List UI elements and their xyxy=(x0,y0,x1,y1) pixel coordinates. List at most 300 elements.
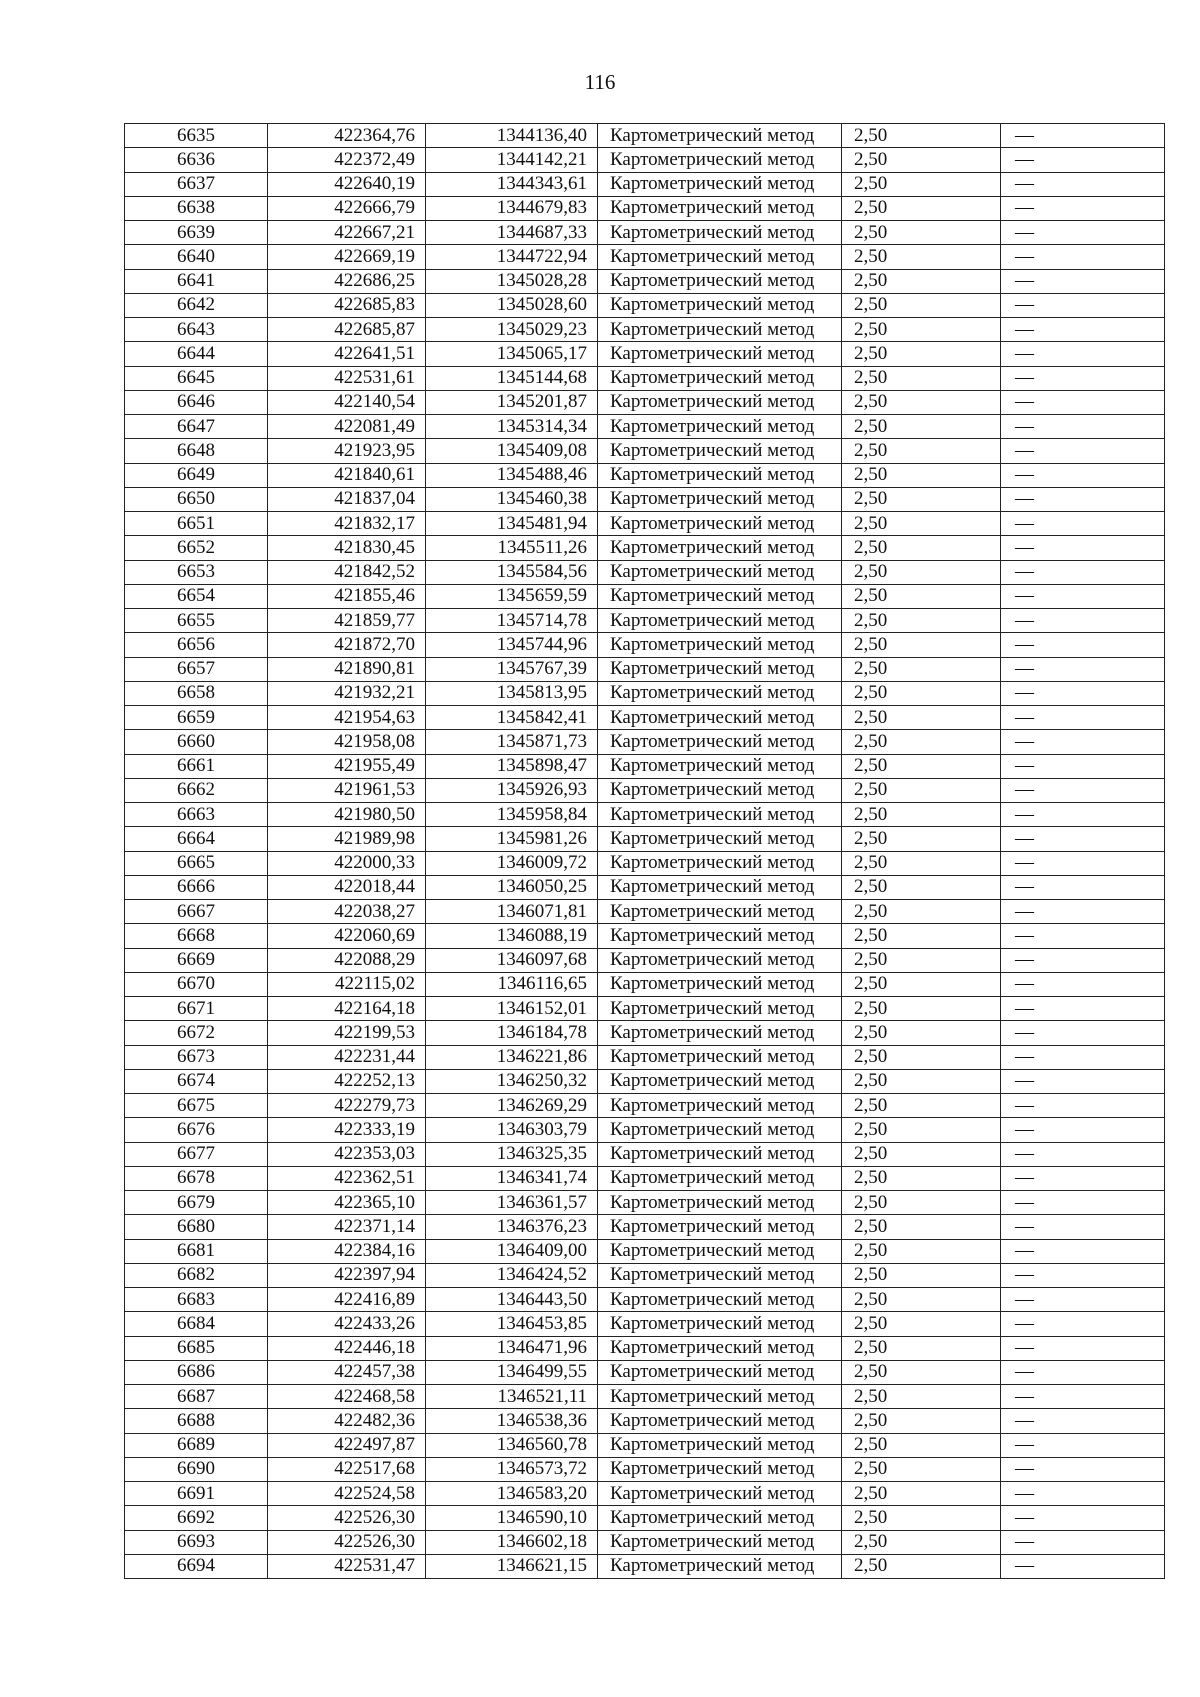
point-number-cell: 6643 xyxy=(125,318,268,342)
point-number-cell: 6691 xyxy=(125,1482,268,1506)
x-coordinate-cell: 422457,38 xyxy=(268,1360,426,1384)
method-cell: Картометрический метод xyxy=(598,900,842,924)
x-coordinate-cell: 422252,13 xyxy=(268,1069,426,1093)
point-number-cell: 6672 xyxy=(125,1021,268,1045)
description-cell: — xyxy=(1001,1554,1165,1578)
description-cell: — xyxy=(1001,1433,1165,1457)
accuracy-cell: 2,50 xyxy=(842,827,1001,851)
description-cell: — xyxy=(1001,487,1165,511)
method-cell: Картометрический метод xyxy=(598,827,842,851)
x-coordinate-cell: 422060,69 xyxy=(268,924,426,948)
x-coordinate-cell: 422446,18 xyxy=(268,1336,426,1360)
point-number-cell: 6669 xyxy=(125,948,268,972)
accuracy-cell: 2,50 xyxy=(842,366,1001,390)
x-coordinate-cell: 422526,30 xyxy=(268,1530,426,1554)
y-coordinate-cell: 1346443,50 xyxy=(426,1288,598,1312)
accuracy-cell: 2,50 xyxy=(842,269,1001,293)
y-coordinate-cell: 1346009,72 xyxy=(426,851,598,875)
point-number-cell: 6688 xyxy=(125,1409,268,1433)
point-number-cell: 6663 xyxy=(125,803,268,827)
point-number-cell: 6641 xyxy=(125,269,268,293)
point-number-cell: 6644 xyxy=(125,342,268,366)
method-cell: Картометрический метод xyxy=(598,148,842,172)
x-coordinate-cell: 422397,94 xyxy=(268,1263,426,1287)
table-row xyxy=(125,754,1165,778)
description-cell: — xyxy=(1001,1457,1165,1481)
accuracy-cell: 2,50 xyxy=(842,1215,1001,1239)
description-cell: — xyxy=(1001,997,1165,1021)
table-row xyxy=(125,390,1165,414)
method-cell: Картометрический метод xyxy=(598,415,842,439)
y-coordinate-cell: 1345744,96 xyxy=(426,633,598,657)
x-coordinate-cell: 422000,33 xyxy=(268,851,426,875)
table-row xyxy=(125,681,1165,705)
table-row xyxy=(125,851,1165,875)
point-number-cell: 6680 xyxy=(125,1215,268,1239)
method-cell: Картометрический метод xyxy=(598,172,842,196)
y-coordinate-cell: 1345028,28 xyxy=(426,269,598,293)
accuracy-cell: 2,50 xyxy=(842,875,1001,899)
method-cell: Картометрический метод xyxy=(598,1433,842,1457)
accuracy-cell: 2,50 xyxy=(842,1191,1001,1215)
x-coordinate-cell: 422666,79 xyxy=(268,196,426,220)
x-coordinate-cell: 422526,30 xyxy=(268,1506,426,1530)
coordinates-table-body xyxy=(125,124,1165,1579)
x-coordinate-cell: 422482,36 xyxy=(268,1409,426,1433)
accuracy-cell: 2,50 xyxy=(842,706,1001,730)
description-cell: — xyxy=(1001,463,1165,487)
x-coordinate-cell: 421923,95 xyxy=(268,439,426,463)
accuracy-cell: 2,50 xyxy=(842,1094,1001,1118)
method-cell: Картометрический метод xyxy=(598,972,842,996)
y-coordinate-cell: 1344687,33 xyxy=(426,221,598,245)
description-cell: — xyxy=(1001,1409,1165,1433)
method-cell: Картометрический метод xyxy=(598,342,842,366)
table-row xyxy=(125,487,1165,511)
point-number-cell: 6659 xyxy=(125,706,268,730)
method-cell: Картометрический метод xyxy=(598,390,842,414)
point-number-cell: 6656 xyxy=(125,633,268,657)
y-coordinate-cell: 1345871,73 xyxy=(426,730,598,754)
method-cell: Картометрический метод xyxy=(598,293,842,317)
y-coordinate-cell: 1346221,86 xyxy=(426,1045,598,1069)
x-coordinate-cell: 422686,25 xyxy=(268,269,426,293)
description-cell: — xyxy=(1001,196,1165,220)
description-cell: — xyxy=(1001,827,1165,851)
accuracy-cell: 2,50 xyxy=(842,609,1001,633)
y-coordinate-cell: 1346376,23 xyxy=(426,1215,598,1239)
accuracy-cell: 2,50 xyxy=(842,584,1001,608)
x-coordinate-cell: 421832,17 xyxy=(268,512,426,536)
accuracy-cell: 2,50 xyxy=(842,803,1001,827)
method-cell: Картометрический метод xyxy=(598,1142,842,1166)
x-coordinate-cell: 422641,51 xyxy=(268,342,426,366)
method-cell: Картометрический метод xyxy=(598,948,842,972)
table-row xyxy=(125,1530,1165,1554)
y-coordinate-cell: 1345065,17 xyxy=(426,342,598,366)
accuracy-cell: 2,50 xyxy=(842,1118,1001,1142)
point-number-cell: 6676 xyxy=(125,1118,268,1142)
accuracy-cell: 2,50 xyxy=(842,657,1001,681)
x-coordinate-cell: 422669,19 xyxy=(268,245,426,269)
table-row xyxy=(125,172,1165,196)
y-coordinate-cell: 1344142,21 xyxy=(426,148,598,172)
y-coordinate-cell: 1346499,55 xyxy=(426,1360,598,1384)
point-number-cell: 6679 xyxy=(125,1191,268,1215)
table-row xyxy=(125,972,1165,996)
description-cell: — xyxy=(1001,1166,1165,1190)
y-coordinate-cell: 1345144,68 xyxy=(426,366,598,390)
y-coordinate-cell: 1344679,83 xyxy=(426,196,598,220)
point-number-cell: 6651 xyxy=(125,512,268,536)
x-coordinate-cell: 422018,44 xyxy=(268,875,426,899)
point-number-cell: 6654 xyxy=(125,584,268,608)
method-cell: Картометрический метод xyxy=(598,245,842,269)
y-coordinate-cell: 1346409,00 xyxy=(426,1239,598,1263)
description-cell: — xyxy=(1001,536,1165,560)
method-cell: Картометрический метод xyxy=(598,1191,842,1215)
y-coordinate-cell: 1345659,59 xyxy=(426,584,598,608)
table-row xyxy=(125,1069,1165,1093)
point-number-cell: 6637 xyxy=(125,172,268,196)
accuracy-cell: 2,50 xyxy=(842,972,1001,996)
x-coordinate-cell: 421837,04 xyxy=(268,487,426,511)
x-coordinate-cell: 421932,21 xyxy=(268,681,426,705)
description-cell: — xyxy=(1001,948,1165,972)
point-number-cell: 6661 xyxy=(125,754,268,778)
accuracy-cell: 2,50 xyxy=(842,1142,1001,1166)
point-number-cell: 6655 xyxy=(125,609,268,633)
point-number-cell: 6671 xyxy=(125,997,268,1021)
method-cell: Картометрический метод xyxy=(598,681,842,705)
point-number-cell: 6681 xyxy=(125,1239,268,1263)
description-cell: — xyxy=(1001,293,1165,317)
accuracy-cell: 2,50 xyxy=(842,1021,1001,1045)
y-coordinate-cell: 1345511,26 xyxy=(426,536,598,560)
accuracy-cell: 2,50 xyxy=(842,1506,1001,1530)
y-coordinate-cell: 1346269,29 xyxy=(426,1094,598,1118)
description-cell: — xyxy=(1001,1142,1165,1166)
point-number-cell: 6673 xyxy=(125,1045,268,1069)
y-coordinate-cell: 1345926,93 xyxy=(426,778,598,802)
table-row xyxy=(125,1191,1165,1215)
y-coordinate-cell: 1345898,47 xyxy=(426,754,598,778)
method-cell: Картометрический метод xyxy=(598,1530,842,1554)
point-number-cell: 6684 xyxy=(125,1312,268,1336)
x-coordinate-cell: 422517,68 xyxy=(268,1457,426,1481)
method-cell: Картометрический метод xyxy=(598,1457,842,1481)
x-coordinate-cell: 421872,70 xyxy=(268,633,426,657)
accuracy-cell: 2,50 xyxy=(842,560,1001,584)
table-row xyxy=(125,1360,1165,1384)
method-cell: Картометрический метод xyxy=(598,609,842,633)
point-number-cell: 6693 xyxy=(125,1530,268,1554)
x-coordinate-cell: 422115,02 xyxy=(268,972,426,996)
x-coordinate-cell: 421859,77 xyxy=(268,609,426,633)
point-number-cell: 6677 xyxy=(125,1142,268,1166)
accuracy-cell: 2,50 xyxy=(842,293,1001,317)
x-coordinate-cell: 422231,44 xyxy=(268,1045,426,1069)
y-coordinate-cell: 1346621,15 xyxy=(426,1554,598,1578)
point-number-cell: 6690 xyxy=(125,1457,268,1481)
method-cell: Картометрический метод xyxy=(598,269,842,293)
accuracy-cell: 2,50 xyxy=(842,172,1001,196)
method-cell: Картометрический метод xyxy=(598,196,842,220)
description-cell: — xyxy=(1001,633,1165,657)
point-number-cell: 6636 xyxy=(125,148,268,172)
accuracy-cell: 2,50 xyxy=(842,1312,1001,1336)
description-cell: — xyxy=(1001,1045,1165,1069)
y-coordinate-cell: 1346116,65 xyxy=(426,972,598,996)
x-coordinate-cell: 422685,87 xyxy=(268,318,426,342)
description-cell: — xyxy=(1001,681,1165,705)
point-number-cell: 6658 xyxy=(125,681,268,705)
method-cell: Картометрический метод xyxy=(598,851,842,875)
description-cell: — xyxy=(1001,1263,1165,1287)
accuracy-cell: 2,50 xyxy=(842,754,1001,778)
x-coordinate-cell: 422531,61 xyxy=(268,366,426,390)
table-row xyxy=(125,948,1165,972)
y-coordinate-cell: 1346361,57 xyxy=(426,1191,598,1215)
table-row xyxy=(125,1409,1165,1433)
method-cell: Картометрический метод xyxy=(598,1166,842,1190)
method-cell: Картометрический метод xyxy=(598,1482,842,1506)
method-cell: Картометрический метод xyxy=(598,657,842,681)
x-coordinate-cell: 422365,10 xyxy=(268,1191,426,1215)
table-row xyxy=(125,560,1165,584)
accuracy-cell: 2,50 xyxy=(842,681,1001,705)
accuracy-cell: 2,50 xyxy=(842,318,1001,342)
accuracy-cell: 2,50 xyxy=(842,851,1001,875)
y-coordinate-cell: 1346088,19 xyxy=(426,924,598,948)
point-number-cell: 6674 xyxy=(125,1069,268,1093)
table-row xyxy=(125,633,1165,657)
table-row xyxy=(125,997,1165,1021)
description-cell: — xyxy=(1001,778,1165,802)
description-cell: — xyxy=(1001,657,1165,681)
table-row xyxy=(125,706,1165,730)
accuracy-cell: 2,50 xyxy=(842,633,1001,657)
y-coordinate-cell: 1346424,52 xyxy=(426,1263,598,1287)
point-number-cell: 6639 xyxy=(125,221,268,245)
point-number-cell: 6660 xyxy=(125,730,268,754)
table-row xyxy=(125,1045,1165,1069)
method-cell: Картометрический метод xyxy=(598,1118,842,1142)
y-coordinate-cell: 1346325,35 xyxy=(426,1142,598,1166)
table-row xyxy=(125,1021,1165,1045)
table-row xyxy=(125,463,1165,487)
x-coordinate-cell: 422371,14 xyxy=(268,1215,426,1239)
accuracy-cell: 2,50 xyxy=(842,415,1001,439)
y-coordinate-cell: 1346583,20 xyxy=(426,1482,598,1506)
accuracy-cell: 2,50 xyxy=(842,1409,1001,1433)
method-cell: Картометрический метод xyxy=(598,1094,842,1118)
description-cell: — xyxy=(1001,730,1165,754)
y-coordinate-cell: 1344136,40 xyxy=(426,124,598,148)
accuracy-cell: 2,50 xyxy=(842,342,1001,366)
description-cell: — xyxy=(1001,269,1165,293)
method-cell: Картометрический метод xyxy=(598,1336,842,1360)
description-cell: — xyxy=(1001,584,1165,608)
y-coordinate-cell: 1345842,41 xyxy=(426,706,598,730)
accuracy-cell: 2,50 xyxy=(842,536,1001,560)
accuracy-cell: 2,50 xyxy=(842,1360,1001,1384)
table-row xyxy=(125,778,1165,802)
accuracy-cell: 2,50 xyxy=(842,148,1001,172)
method-cell: Картометрический метод xyxy=(598,1215,842,1239)
accuracy-cell: 2,50 xyxy=(842,124,1001,148)
x-coordinate-cell: 422038,27 xyxy=(268,900,426,924)
accuracy-cell: 2,50 xyxy=(842,1457,1001,1481)
table-row xyxy=(125,1215,1165,1239)
accuracy-cell: 2,50 xyxy=(842,1530,1001,1554)
y-coordinate-cell: 1344722,94 xyxy=(426,245,598,269)
table-row xyxy=(125,584,1165,608)
table-row xyxy=(125,1239,1165,1263)
point-number-cell: 6692 xyxy=(125,1506,268,1530)
x-coordinate-cell: 421842,52 xyxy=(268,560,426,584)
point-number-cell: 6652 xyxy=(125,536,268,560)
table-row xyxy=(125,1142,1165,1166)
table-row xyxy=(125,1482,1165,1506)
x-coordinate-cell: 422640,19 xyxy=(268,172,426,196)
page-number: 116 xyxy=(584,70,616,94)
point-number-cell: 6649 xyxy=(125,463,268,487)
accuracy-cell: 2,50 xyxy=(842,245,1001,269)
method-cell: Картометрический метод xyxy=(598,706,842,730)
accuracy-cell: 2,50 xyxy=(842,1336,1001,1360)
y-coordinate-cell: 1345981,26 xyxy=(426,827,598,851)
description-cell: — xyxy=(1001,1191,1165,1215)
method-cell: Картометрический метод xyxy=(598,875,842,899)
x-coordinate-cell: 422140,54 xyxy=(268,390,426,414)
table-row xyxy=(125,1457,1165,1481)
description-cell: — xyxy=(1001,1506,1165,1530)
description-cell: — xyxy=(1001,1021,1165,1045)
point-number-cell: 6640 xyxy=(125,245,268,269)
table-row xyxy=(125,924,1165,948)
point-number-cell: 6683 xyxy=(125,1288,268,1312)
method-cell: Картометрический метод xyxy=(598,1069,842,1093)
point-number-cell: 6689 xyxy=(125,1433,268,1457)
description-cell: — xyxy=(1001,512,1165,536)
accuracy-cell: 2,50 xyxy=(842,948,1001,972)
method-cell: Картометрический метод xyxy=(598,439,842,463)
point-number-cell: 6678 xyxy=(125,1166,268,1190)
accuracy-cell: 2,50 xyxy=(842,924,1001,948)
method-cell: Картометрический метод xyxy=(598,318,842,342)
table-row xyxy=(125,657,1165,681)
accuracy-cell: 2,50 xyxy=(842,390,1001,414)
table-row xyxy=(125,512,1165,536)
x-coordinate-cell: 422524,58 xyxy=(268,1482,426,1506)
point-number-cell: 6686 xyxy=(125,1360,268,1384)
method-cell: Картометрический метод xyxy=(598,778,842,802)
point-number-cell: 6682 xyxy=(125,1263,268,1287)
method-cell: Картометрический метод xyxy=(598,1312,842,1336)
table-row xyxy=(125,730,1165,754)
table-row xyxy=(125,415,1165,439)
x-coordinate-cell: 421890,81 xyxy=(268,657,426,681)
description-cell: — xyxy=(1001,560,1165,584)
y-coordinate-cell: 1344343,61 xyxy=(426,172,598,196)
method-cell: Картометрический метод xyxy=(598,924,842,948)
table-row xyxy=(125,1288,1165,1312)
method-cell: Картометрический метод xyxy=(598,754,842,778)
point-number-cell: 6675 xyxy=(125,1094,268,1118)
point-number-cell: 6685 xyxy=(125,1336,268,1360)
y-coordinate-cell: 1346250,32 xyxy=(426,1069,598,1093)
description-cell: — xyxy=(1001,1360,1165,1384)
table-row xyxy=(125,1385,1165,1409)
accuracy-cell: 2,50 xyxy=(842,900,1001,924)
method-cell: Картометрический метод xyxy=(598,997,842,1021)
point-number-cell: 6666 xyxy=(125,875,268,899)
description-cell: — xyxy=(1001,172,1165,196)
x-coordinate-cell: 422468,58 xyxy=(268,1385,426,1409)
method-cell: Картометрический метод xyxy=(598,1239,842,1263)
x-coordinate-cell: 422333,19 xyxy=(268,1118,426,1142)
table-row xyxy=(125,1433,1165,1457)
method-cell: Картометрический метод xyxy=(598,124,842,148)
point-number-cell: 6642 xyxy=(125,293,268,317)
description-cell: — xyxy=(1001,609,1165,633)
point-number-cell: 6670 xyxy=(125,972,268,996)
accuracy-cell: 2,50 xyxy=(842,487,1001,511)
table-row xyxy=(125,148,1165,172)
description-cell: — xyxy=(1001,1385,1165,1409)
accuracy-cell: 2,50 xyxy=(842,778,1001,802)
accuracy-cell: 2,50 xyxy=(842,1069,1001,1093)
y-coordinate-cell: 1346573,72 xyxy=(426,1457,598,1481)
description-cell: — xyxy=(1001,972,1165,996)
accuracy-cell: 2,50 xyxy=(842,1385,1001,1409)
description-cell: — xyxy=(1001,900,1165,924)
point-number-cell: 6645 xyxy=(125,366,268,390)
description-cell: — xyxy=(1001,1482,1165,1506)
table-row xyxy=(125,221,1165,245)
x-coordinate-cell: 422497,87 xyxy=(268,1433,426,1457)
method-cell: Картометрический метод xyxy=(598,463,842,487)
point-number-cell: 6694 xyxy=(125,1554,268,1578)
x-coordinate-cell: 422433,26 xyxy=(268,1312,426,1336)
x-coordinate-cell: 422164,18 xyxy=(268,997,426,1021)
point-number-cell: 6647 xyxy=(125,415,268,439)
x-coordinate-cell: 422362,51 xyxy=(268,1166,426,1190)
point-number-cell: 6667 xyxy=(125,900,268,924)
table-row xyxy=(125,1336,1165,1360)
method-cell: Картометрический метод xyxy=(598,221,842,245)
accuracy-cell: 2,50 xyxy=(842,1554,1001,1578)
description-cell: — xyxy=(1001,706,1165,730)
accuracy-cell: 2,50 xyxy=(842,221,1001,245)
method-cell: Картометрический метод xyxy=(598,1263,842,1287)
method-cell: Картометрический метод xyxy=(598,1360,842,1384)
point-number-cell: 6646 xyxy=(125,390,268,414)
y-coordinate-cell: 1346590,10 xyxy=(426,1506,598,1530)
description-cell: — xyxy=(1001,342,1165,366)
description-cell: — xyxy=(1001,1239,1165,1263)
method-cell: Картометрический метод xyxy=(598,1506,842,1530)
table-row xyxy=(125,900,1165,924)
description-cell: — xyxy=(1001,1288,1165,1312)
x-coordinate-cell: 422531,47 xyxy=(268,1554,426,1578)
method-cell: Картометрический метод xyxy=(598,633,842,657)
x-coordinate-cell: 421830,45 xyxy=(268,536,426,560)
y-coordinate-cell: 1345767,39 xyxy=(426,657,598,681)
description-cell: — xyxy=(1001,1094,1165,1118)
table-row xyxy=(125,196,1165,220)
